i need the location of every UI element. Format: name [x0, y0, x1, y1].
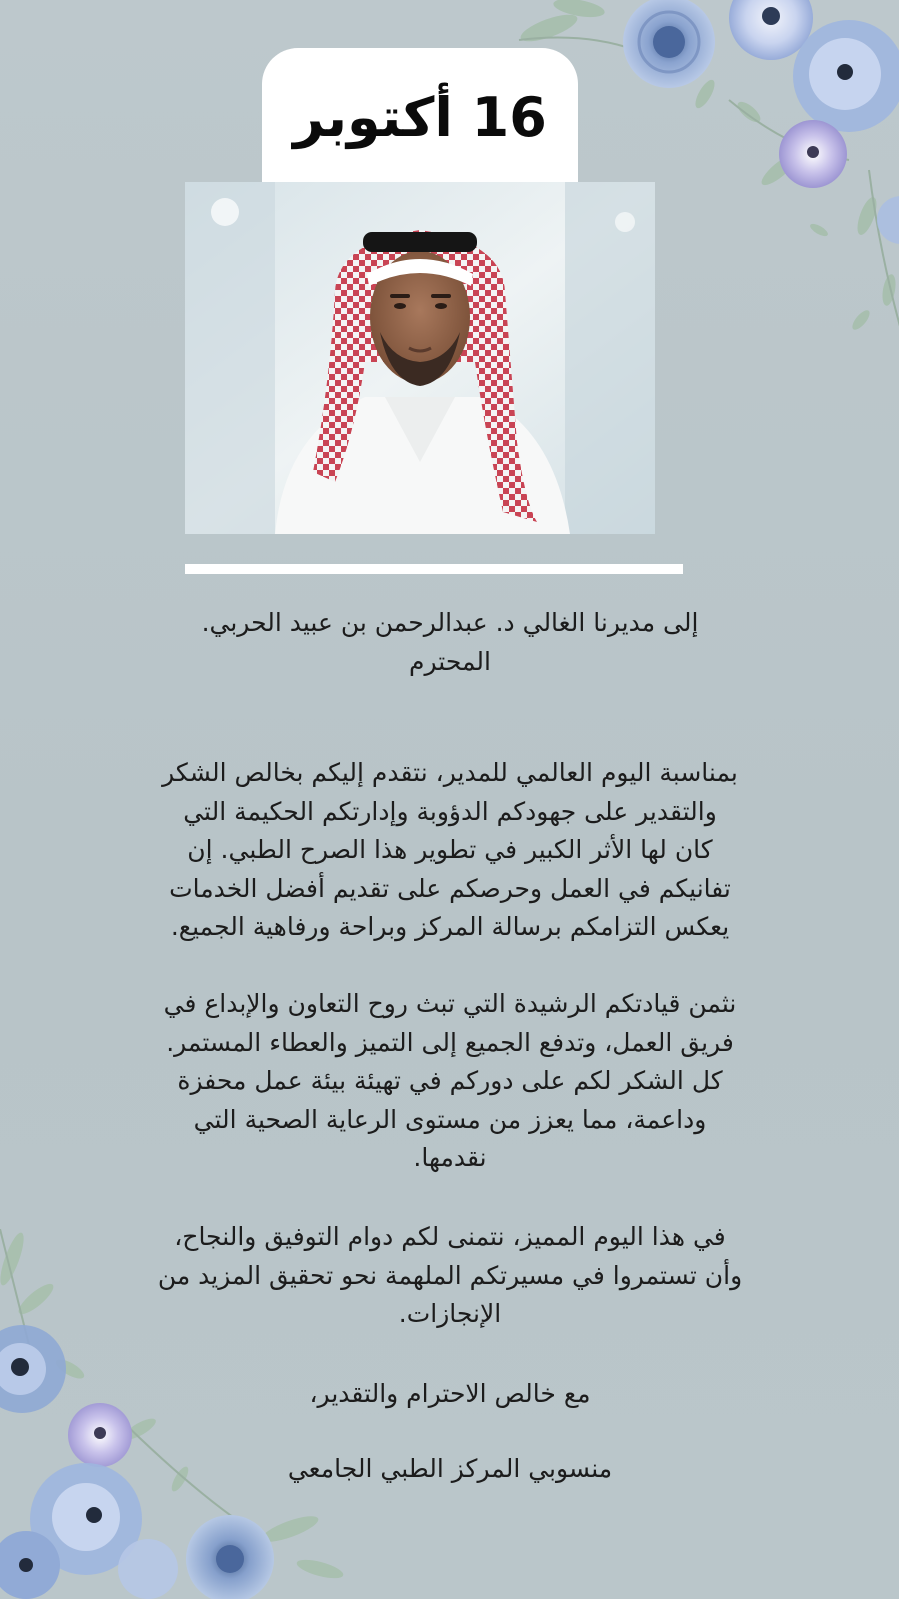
paragraph-line: كل الشكر لكم على دوركم في تهيئة بيئة عمل محفزة	[177, 1066, 723, 1095]
portrait-photo	[185, 182, 655, 534]
paragraph-thanks	[70, 754, 830, 947]
paragraph-line: في هذا اليوم المميز، نتمنى لكم دوام التوفيق والنجاح،	[174, 1222, 726, 1251]
greeting	[70, 604, 830, 681]
paragraph-line: نثمن قيادتكم الرشيدة التي تبث روح التعاون والإبداع في	[163, 989, 737, 1018]
paragraph-line: فريق العمل، وتدفع الجميع إلى التميز والعطاء المستمر.	[166, 1027, 734, 1057]
paragraph-wishes	[70, 1218, 830, 1334]
paragraph-line: كان لها الأثر الكبير في تطوير هذا الصرح الطبي. إن	[187, 835, 713, 864]
closing-line: مع خالص الاحترام والتقدير،	[309, 1379, 591, 1408]
divider	[185, 564, 683, 574]
paragraph-line: وداعمة، مما يعزز من مستوى الرعاية الصحية التي	[193, 1104, 707, 1134]
paragraph-line: تفانيكم في العمل وحرصكم على تقديم أفضل الخدمات	[169, 873, 731, 903]
paragraph-line: يعكس التزامكم برسالة المركز وبراحة ورفاهية الجميع.	[170, 912, 730, 941]
paragraph-line: والتقدير على جهودكم الدؤوبة وإدارتكم الحكيمة التي	[183, 796, 717, 826]
signature: منسوبي المركز الطبي الجامعي	[287, 1454, 613, 1483]
paragraph-line: نقدمها.	[413, 1143, 487, 1172]
paragraph-line: بمناسبة اليوم العالمي للمدير، نتقدم إليكم بخالص الشكر	[162, 758, 738, 787]
paragraph-leadership	[70, 985, 830, 1178]
portrait-illustration	[185, 182, 655, 534]
greeting-recipient: إلى مديرنا الغالي د. عبدالرحمن بن عبيد الحربي.	[201, 608, 699, 637]
greeting-honorific: المحترم	[409, 646, 491, 676]
paragraph-line: وأن تستمروا في مسيرتكم الملهمة نحو تحقيق المزيد من	[157, 1260, 743, 1290]
paragraph-line: الإنجازات.	[398, 1299, 502, 1328]
date-tab	[262, 48, 578, 182]
date-title: 16 أكتوبر	[293, 85, 547, 149]
